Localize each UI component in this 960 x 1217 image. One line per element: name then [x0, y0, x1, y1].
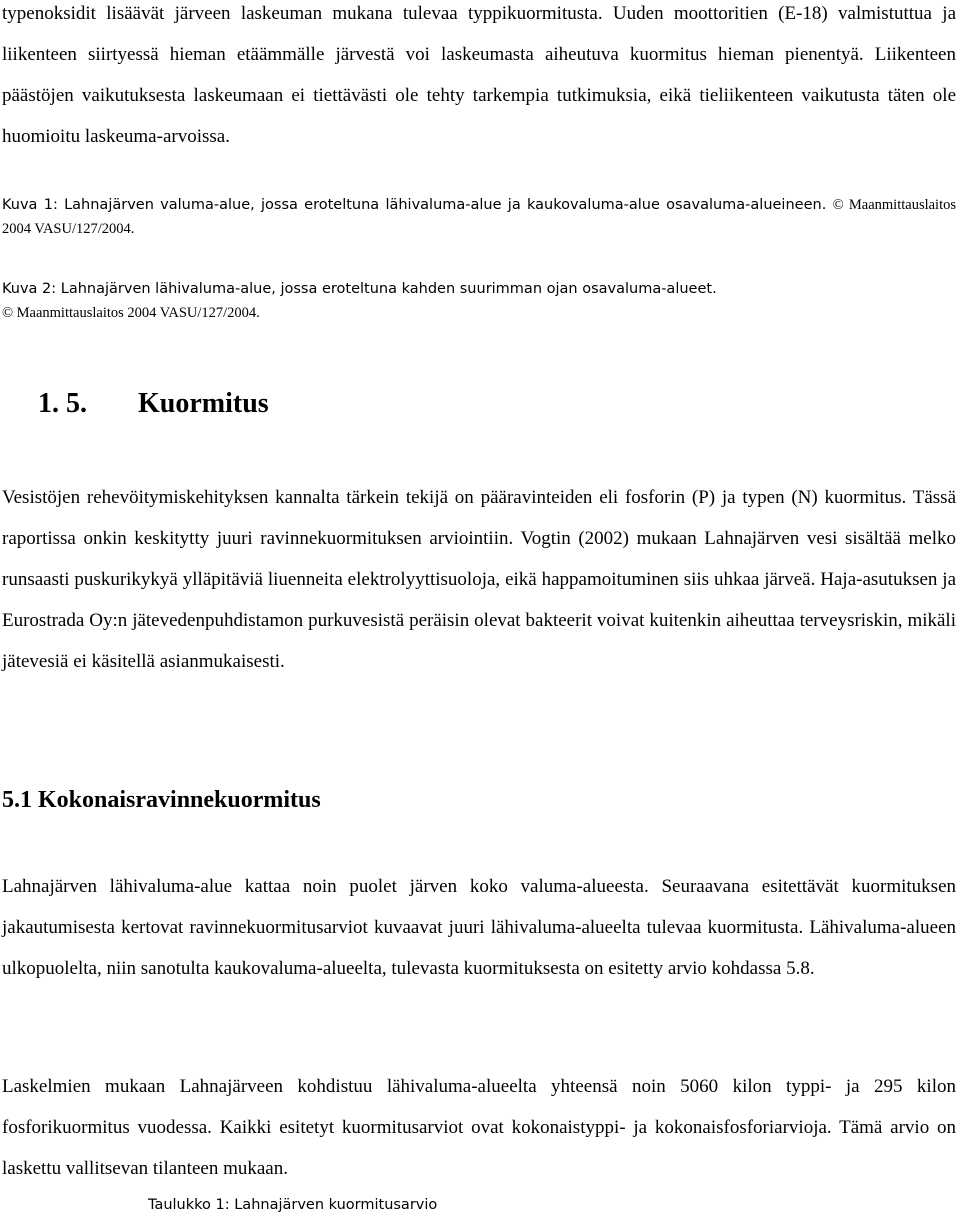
figure-1-caption — [2, 193, 956, 241]
figure-2-caption-text: Kuva 2: Lahnajärven lähivaluma-alue, jossa eroteltuna kahden suurimman ojan osavaluma-alueet. — [2, 281, 717, 297]
figure-2-copyright: © Maanmittauslaitos 2004 VASU/127/2004. — [2, 305, 260, 321]
kokonais-paragraph-2: Laskelmien mukaan Lahnajärveen kohdistuu lähivaluma-alueelta yhteensä noin 5060 kilon typpi- ja 295 kilon fosforikuormitus vuodessa. Kaikki esitetyt kuormitusarviot ovat kokonaistyppi- ja kokonaisfosforiarvioja. Tämä arvio on laskettu vallitsevan tilanteen mukaan. — [2, 1076, 956, 1179]
kokonais-paragraph-1: Lahnajärven lähivaluma-alue kattaa noin puolet järven koko valuma-alueesta. Seuraavana esitettävät kuormituksen jakautumisesta kertovat ravinnekuormitusarviot kuvaavat juuri lähivaluma-alueelta tulevaa kuormitusta. Lähivaluma-alueen ulkopuolelta, niin sanotulta kaukovaluma-alueelta, tulevasta kuormituksesta on esitetty arvio kohdassa 5.8. — [2, 876, 956, 979]
kuormitus-paragraph: Vesistöjen rehevöitymiskehityksen kannalta tärkein tekijä on pääravinteiden eli fosforin (P) ja typen (N) kuormitus. Tässä raportissa onkin keskitytty juuri ravinnekuormituksen arviointiin. Vogtin (2002) mukaan Lahnajärven vesi sisältää melko runsaasti puskurikykyä ylläpitäviä liuenneita elektrolyyttisuoloja, eikä happamoituminen siis uhkaa järveä. Haja-asutuksen ja Eurostrada Oy:n jätevedenpuhdistamon purkuvesistä peräisin olevat bakteerit voivat kuitenkin aiheuttaa terveysriskin, mikäli jätevesiä ei käsitellä asianmukaisesti. — [2, 487, 956, 672]
section-number: 1. 5. — [38, 388, 87, 419]
subsection-heading: 5.1 Kokonaisravinnekuormitus — [2, 787, 321, 813]
figure-1-caption-text: Kuva 1: Lahnajärven valuma-alue, jossa eroteltuna lähivaluma-alue ja kaukovaluma-alue osavaluma-alueineen. — [2, 197, 827, 213]
intro-paragraph: typenoksidit lisäävät järveen laskeuman mukana tulevaa typpikuormitusta. Uuden moottoritien (E-18) valmistuttua ja liikenteen siirtyessä hieman etäämmälle järvestä voi laskeumasta aiheutuva kuormitus hieman pienentyä. Liikenteen päästöjen vaikutuksesta laskeumaan ei tiettävästi ole tehty tarkempia tutkimuksia, eikä tieliikenteen vaikutusta täten ole huomioitu laskeuma-arvoissa. — [2, 3, 956, 147]
figure-2-caption — [2, 277, 956, 325]
section-title: Kuormitus — [138, 388, 269, 419]
table-1-caption: Taulukko 1: Lahnajärven kuormitusarvio — [148, 1197, 438, 1213]
figure-1-copyright: © Maanmittauslaitos 2004 VASU/127/2004. — [2, 197, 957, 237]
section-heading — [38, 387, 960, 421]
